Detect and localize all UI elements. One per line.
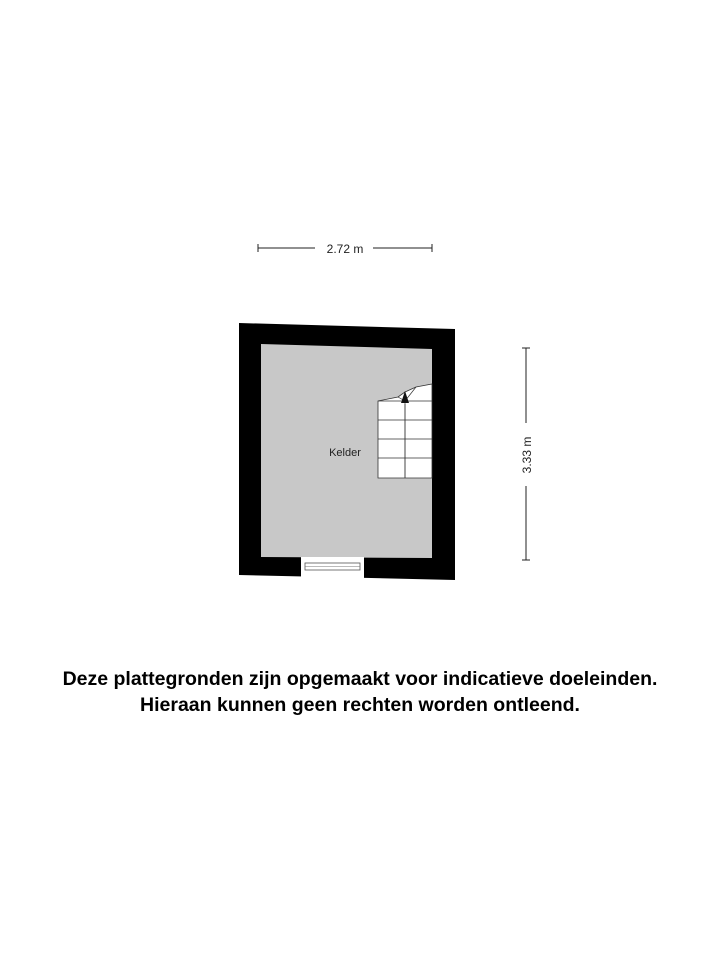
depth-dimension	[520, 348, 534, 560]
room-label-kelder: Kelder	[329, 447, 361, 459]
width-dimension-label: 2.72 m	[326, 242, 364, 256]
window-opening	[301, 557, 364, 578]
disclaimer-line-1: Deze plattegronden zijn opgemaakt voor indicatieve doeleinden.	[62, 668, 658, 690]
width-dimension	[258, 242, 432, 256]
disclaimer	[0, 666, 720, 718]
depth-dimension-label: 3.33 m	[520, 436, 534, 474]
disclaimer-line-2: Hieraan kunnen geen rechten worden ontleend.	[140, 694, 580, 716]
